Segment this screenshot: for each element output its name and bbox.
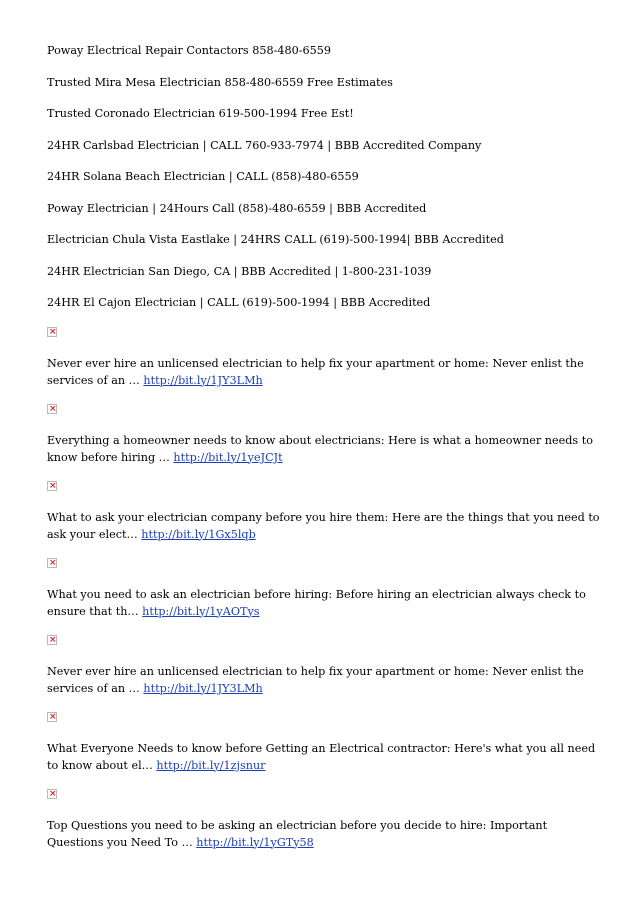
post-paragraph — [47, 432, 602, 466]
post-link[interactable]: http://bit.ly/1yeJCJt — [173, 450, 283, 464]
post-text: What to ask your electrician company before you hire them: Here are the things that you need to ask your elect… — [47, 510, 600, 541]
broken-image-icon: × — [49, 634, 57, 645]
heading-line: Electrician Chula Vista Eastlake | 24HRS CALL (619)-500-1994| BBB Accredited — [47, 233, 504, 246]
broken-image-icon: × — [49, 557, 57, 568]
post-text: Never ever hire an unlicensed electrician to help fix your apartment or home: Never enlist the services of an … — [47, 356, 584, 387]
post-link[interactable]: http://bit.ly/1zjsnur — [156, 758, 266, 772]
post-text: Top Questions you need to be asking an electrician before you decide to hire: Important Questions you Need To … — [47, 818, 548, 849]
post-paragraph — [47, 586, 602, 620]
post-text: Never ever hire an unlicensed electrician to help fix your apartment or home: Never enlist the services of an … — [47, 664, 584, 695]
heading-line: Trusted Coronado Electrician 619-500-1994 Free Est! — [47, 107, 354, 120]
document-page — [47, 43, 607, 866]
heading-line: 24HR El Cajon Electrician | CALL (619)-500-1994 | BBB Accredited — [47, 296, 431, 309]
post-link[interactable]: http://bit.ly/1JY3LMh — [143, 373, 263, 387]
heading-line: 24HR Electrician San Diego, CA | BBB Accredited | 1-800-231-1039 — [47, 264, 432, 278]
heading-line: Poway Electrical Repair Contactors 858-480-6559 — [47, 44, 331, 57]
post-paragraph — [47, 663, 602, 697]
post-text: What Everyone Needs to know before Getting an Electrical contractor: Here's what you all need to know about el… — [47, 741, 596, 772]
broken-image-icon: × — [49, 480, 57, 491]
post-text: What you need to ask an electrician before hiring: Before hiring an electrician always check to ensure that th… — [47, 587, 586, 618]
broken-image-icon: × — [49, 403, 57, 414]
heading-line: Poway Electrician | 24Hours Call (858)-480-6559 | BBB Accredited — [47, 201, 427, 215]
post-paragraph — [47, 817, 602, 851]
heading-line: 24HR Carlsbad Electrician | CALL 760-933-7974 | BBB Accredited Company — [47, 138, 482, 152]
broken-image-icon: × — [49, 711, 57, 722]
heading-line: 24HR Solana Beach Electrician | CALL (858)-480-6559 — [47, 170, 359, 183]
broken-image-icon: × — [49, 326, 57, 337]
post-paragraph — [47, 740, 602, 774]
post-link[interactable]: http://bit.ly/1yGTy58 — [196, 835, 314, 849]
post-link[interactable]: http://bit.ly/1JY3LMh — [143, 681, 263, 695]
post-text: Everything a homeowner needs to know about electricians: Here is what a homeowner needs to know before hiring … — [47, 433, 593, 464]
post-link[interactable]: http://bit.ly/1Gx5lqb — [141, 527, 256, 541]
post-link[interactable]: http://bit.ly/1yAOTys — [142, 604, 260, 618]
post-paragraph — [47, 355, 602, 389]
broken-image-icon: × — [49, 788, 57, 799]
heading-line: Trusted Mira Mesa Electrician 858-480-6559 Free Estimates — [47, 75, 393, 89]
post-paragraph — [47, 509, 602, 543]
